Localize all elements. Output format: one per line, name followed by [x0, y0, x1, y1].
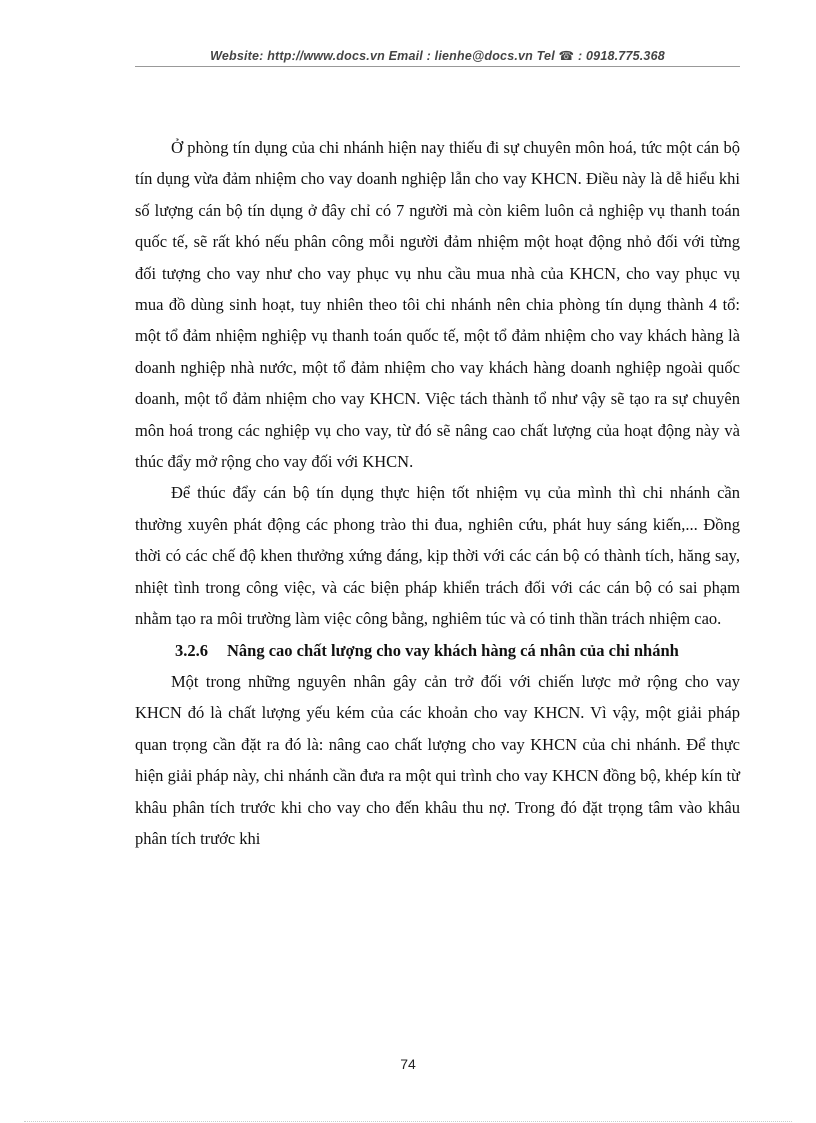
section-heading — [135, 635, 740, 666]
section-title: Nâng cao chất lượng cho vay khách hàng cá nhân của chi nhánh — [227, 640, 679, 660]
paragraph-3: Một trong những nguyên nhân gây cản trở đối với chiến lược mở rộng cho vay KHCN đó là chất lượng yếu kém của các khoản cho vay KHCN. Vì vậy, một giải pháp quan trọng cần đặt ra đó là: nâng cao chất lượng cho vay KHCN của chi nhánh. Để thực hiện giải pháp này, chi nhánh cần đưa ra một qui trình cho vay KHCN đồng bộ, khép kín từ khâu phân tích trước khi cho vay cho đến khâu thu nợ. Trong đó đặt trọng tâm vào khâu phân tích trước khi — [135, 671, 740, 848]
paragraph-2: Để thúc đẩy cán bộ tín dụng thực hiện tốt nhiệm vụ của mình thì chi nhánh cần thường xuyên phát động các phong trào thi đua, nghiên cứu, phát huy sáng kiến,... Đồng thời có các chế độ khen thưởng xứng đáng, kịp thời với các cán bộ có thành tích, hăng say, nhiệt tình trong công việc, và các biện pháp khiển trách đối với các cán bộ có sai phạm nhằm tạo ra môi trường làm việc công bằng, nghiêm túc và có tinh thần trách nhiệm cao. — [135, 483, 740, 629]
section-number: 3.2.6 — [175, 640, 208, 660]
document-body — [135, 132, 740, 854]
page-header: Website: http://www.docs.vn Email : lienhe@docs.vn Tel ☎ : 0918.775.368 — [210, 49, 665, 63]
page-number: 74 — [400, 1056, 416, 1072]
page-bottom-rule — [24, 1121, 792, 1122]
header-rule — [135, 66, 740, 67]
paragraph-1: Ở phòng tín dụng của chi nhánh hiện nay thiếu đi sự chuyên môn hoá, tức một cán bộ tín dụng vừa đảm nhiệm cho vay doanh nghiệp lẫn cho vay KHCN. Điều này là dễ hiểu khi số lượng cán bộ tín dụng ở đây chỉ có 7 người mà còn kiêm luôn cả nghiệp vụ thanh toán quốc tế, sẽ rất khó nếu phân công mỗi người đảm nhiệm một hoạt động nhỏ đối với từng đối tượng cho vay như cho vay phục vụ nhu cầu mua nhà của KHCN, cho vay phục vụ mua đồ dùng sinh hoạt, tuy nhiên theo tôi chi nhánh nên chia phòng tín dụng thành 4 tổ: một tổ đảm nhiệm nghiệp vụ thanh toán quốc tế, một tổ đảm nhiệm cho vay khách hàng là doanh nghiệp nhà nước, một tổ đảm nhiệm cho vay khách hàng doanh nghiệp ngoài quốc doanh, một tổ đảm nhiệm cho vay KHCN. Việc tách thành tổ như vậy sẽ tạo ra sự chuyên môn hoá trong các nghiệp vụ cho vay, từ đó sẽ nâng cao chất lượng của hoạt động này và thúc đẩy mở rộng cho vay đối với KHCN. — [135, 138, 740, 472]
